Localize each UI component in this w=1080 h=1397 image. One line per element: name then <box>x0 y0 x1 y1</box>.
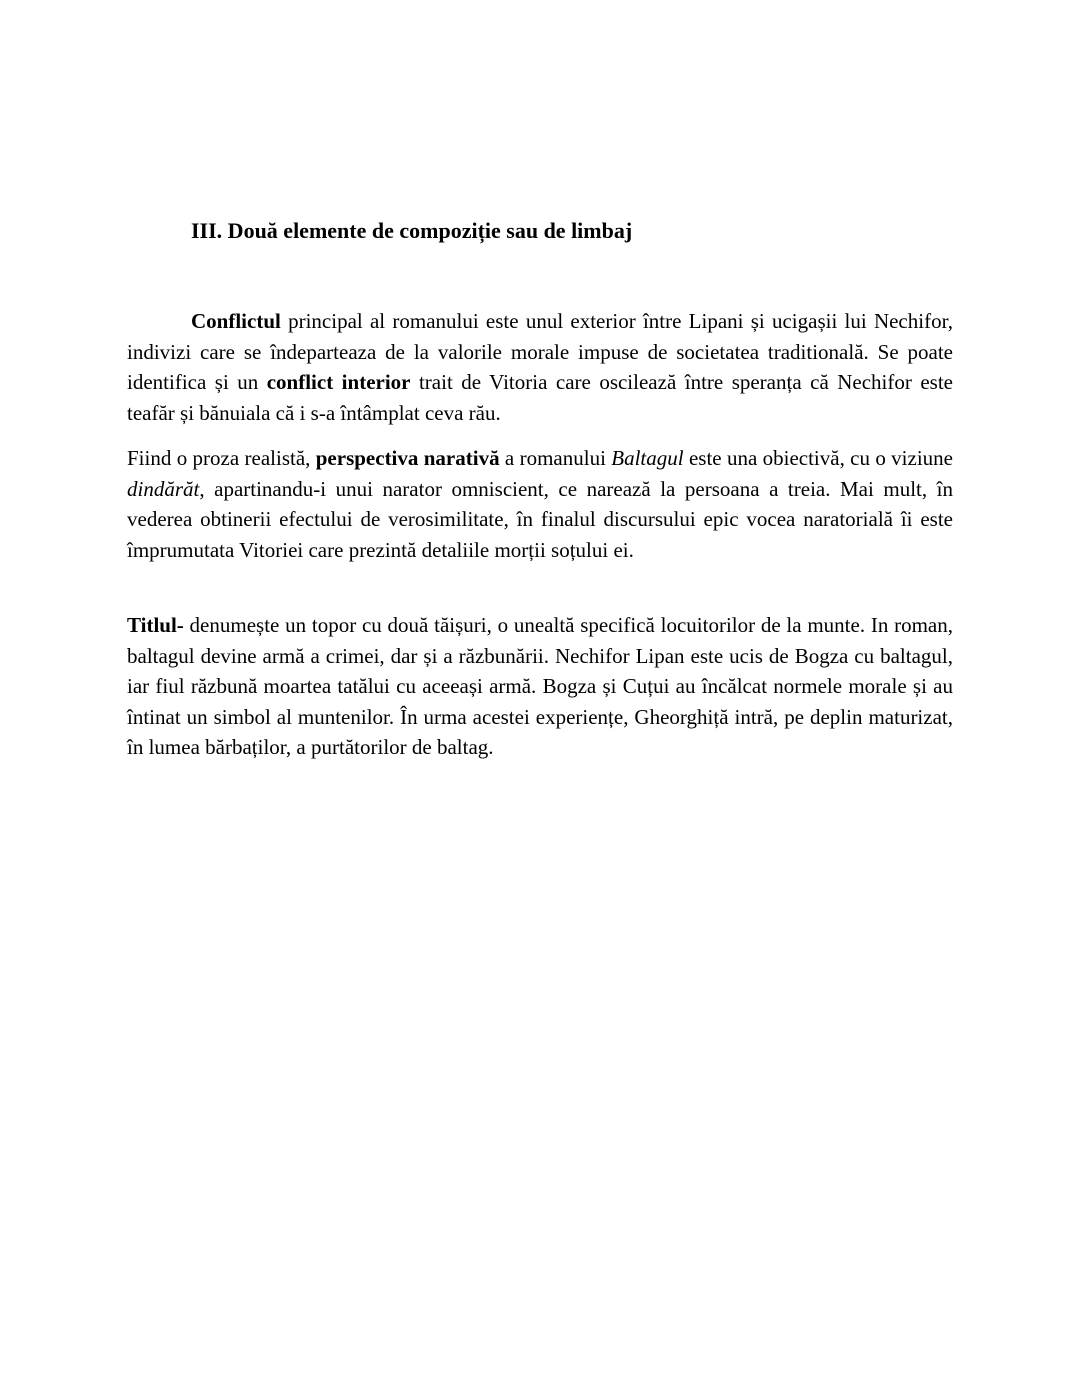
paragraph-perspective-text-4: , apartinandu-i unui narator omniscient, ce narează la persoana a treia. Mai mult, în vederea obtinerii efectului de verosimilitate, în finalul discursului epic vocea naratorială îi este împrumutata Vitoriei care prezintă detaliile morții soțului ei. <box>127 476 953 562</box>
paragraph-perspective-text-2: a romanului <box>499 446 612 470</box>
term-dindarat: dindărăt <box>127 476 200 501</box>
paragraph-perspective <box>127 443 953 565</box>
paragraph-title-text-1: denumește un topor cu două tăișuri, o unealtă specifică locuitorilor de la munte. In roman, baltagul devine armă a crimei, dar și a răzbunării. Nechifor Lipan este ucis de Bogza cu baltagul, iar fiul răzbună moartea tatălui cu aceeași armă. Bogza și Cuțui au încălcat normele morale și au întinat un simbol al muntenilor. În urma acestei experiențe, Gheorghiță intră, pe deplin maturizat, în lumea bărbaților, a purtătorilor de baltag. <box>127 613 953 759</box>
paragraph-conflict-text-2: trait de Vitoria care oscilează între speranța că Nechifor este teafăr și bănuiala că i s-a întâmplat ceva rău. <box>127 370 953 425</box>
term-titlul: Titlul- <box>127 613 184 637</box>
novel-title: Baltagul <box>611 446 684 470</box>
term-perspectiva-narativa: perspectiva narativă <box>315 446 500 470</box>
paragraph-title <box>127 610 953 763</box>
paragraph-perspective-text-1: Fiind o proza realistă, <box>127 446 316 470</box>
paragraph-perspective-text-3: este una obiectivă, cu o viziune <box>683 446 953 470</box>
paragraph-conflict <box>127 306 953 428</box>
term-conflict-interior: conflict interior <box>266 370 411 394</box>
term-conflictul: Conflictul <box>191 309 281 333</box>
paragraph-conflict-text-1: principal al romanului este unul exterior între Lipani și ucigașii lui Nechifor, indivizi care se îndeparteaza de la valorile morale impuse de societatea traditională. Se poate identifica și un <box>127 309 953 394</box>
section-heading: III. Două elemente de compoziție sau de limbaj <box>191 218 633 243</box>
